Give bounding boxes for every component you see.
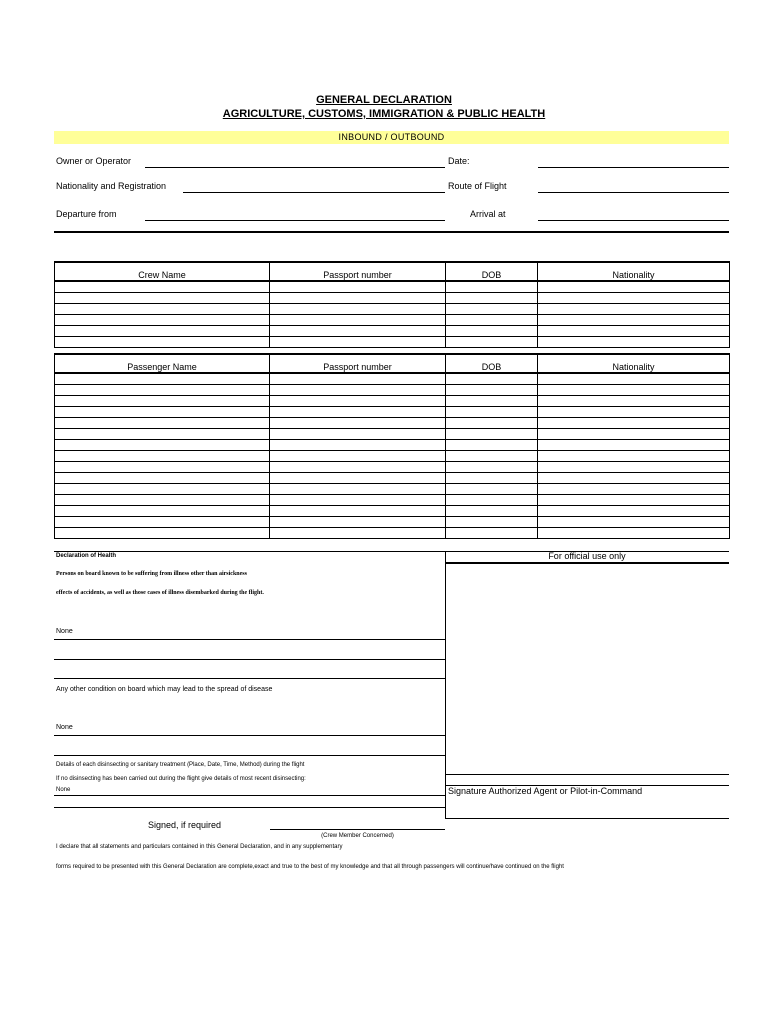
ill-answer-line-3[interactable] <box>54 678 445 679</box>
departure-label: Departure from <box>56 209 117 219</box>
date-label: Date: <box>448 156 470 166</box>
owner-field[interactable] <box>145 167 445 168</box>
passenger-passport-header: Passport number <box>270 354 446 373</box>
owner-label: Owner or Operator <box>56 156 132 166</box>
nationality-registration-field[interactable] <box>183 192 445 193</box>
direction-band: INBOUND / OUTBOUND <box>54 131 729 144</box>
table-row[interactable] <box>55 462 730 473</box>
none-ill-text: None <box>56 628 73 635</box>
table-row[interactable] <box>55 326 730 337</box>
passenger-table <box>54 353 730 539</box>
ill-answer-line-2[interactable] <box>54 659 445 660</box>
signature-field[interactable] <box>270 829 445 830</box>
table-row[interactable] <box>55 304 730 315</box>
form-subtitle: AGRICULTURE, CUSTOMS, IMMIGRATION & PUBLIC HEALTH <box>222 108 546 120</box>
ill-answer-line-1[interactable] <box>54 639 445 640</box>
table-row[interactable] <box>55 281 730 293</box>
none-condition-text: None <box>56 724 73 731</box>
signed-label: Signed, if required <box>148 820 222 830</box>
health-top-border <box>54 551 445 552</box>
crew-passport-header: Passport number <box>270 262 446 281</box>
health-heading: Declaration of Health <box>56 553 117 559</box>
signature-box-bottom <box>445 818 729 819</box>
table-row[interactable] <box>55 315 730 326</box>
crew-table <box>54 261 730 348</box>
departure-field[interactable] <box>145 220 445 221</box>
declaration-line1: I declare that all statements and particulars contained in this General Declaration, and in any supplementary <box>56 844 343 850</box>
table-row[interactable] <box>55 337 730 348</box>
crew-nationality-header: Nationality <box>538 262 730 281</box>
passenger-name-header: Passenger Name <box>55 354 270 373</box>
table-row[interactable] <box>55 528 730 539</box>
crew-dob-header: DOB <box>446 262 538 281</box>
date-field[interactable] <box>538 167 729 168</box>
persons-ill-line2: effects of accidents, as well as those cases of illness disembarked during the flight. <box>56 590 264 596</box>
official-box-bottom <box>445 774 729 775</box>
form-title: GENERAL DECLARATION <box>316 94 452 106</box>
table-row[interactable] <box>55 517 730 528</box>
table-row[interactable] <box>55 407 730 418</box>
table-row[interactable] <box>55 385 730 396</box>
table-row[interactable] <box>55 484 730 495</box>
arrival-field[interactable] <box>538 220 729 221</box>
table-row[interactable] <box>55 451 730 462</box>
section-vertical-divider <box>445 551 446 819</box>
official-heading-border <box>445 562 729 564</box>
passenger-nationality-header: Nationality <box>538 354 730 373</box>
disinsecting-answer-line-2[interactable] <box>54 807 445 808</box>
table-row[interactable] <box>55 495 730 506</box>
none-disinsecting-text: None <box>56 787 71 793</box>
table-row[interactable] <box>55 373 730 385</box>
route-label: Route of Flight <box>448 181 507 191</box>
persons-ill-line1: Persons on board known to be suffering from illness other than airsickness <box>56 571 247 577</box>
table-row[interactable] <box>55 293 730 304</box>
table-row[interactable] <box>55 396 730 407</box>
route-field[interactable] <box>538 192 729 193</box>
condition-answer-line-2[interactable] <box>54 755 445 756</box>
passenger-dob-header: DOB <box>446 354 538 373</box>
signature-agent-label: Signature Authorized Agent or Pilot-in-Command <box>448 786 643 796</box>
declaration-line2: forms required to be presented with this General Declaration are complete,exact and true to the best of my knowledge and that all through passengers will continue/have continued on the flight <box>56 864 564 870</box>
disinsecting-label: Details of each disinsecting or sanitary treatment (Place, Date, Time, Method) during the flight <box>56 762 305 768</box>
crew-member-caption: (Crew Member Concerned) <box>321 833 394 839</box>
table-row[interactable] <box>55 440 730 451</box>
table-row[interactable] <box>55 418 730 429</box>
table-row[interactable] <box>55 506 730 517</box>
nationality-registration-label: Nationality and Registration <box>56 181 167 191</box>
other-condition-label: Any other condition on board which may lead to the spread of disease <box>56 686 273 693</box>
table-row[interactable] <box>55 429 730 440</box>
official-use-heading: For official use only <box>548 551 626 561</box>
no-disinsecting-label: If no disinsecting has been carried out during the flight give details of most recent disinsecting: <box>56 776 306 782</box>
section-divider <box>54 231 729 233</box>
condition-answer-line-1[interactable] <box>54 735 445 736</box>
table-row[interactable] <box>55 473 730 484</box>
arrival-label: Arrival at <box>470 209 506 219</box>
disinsecting-answer-line-1[interactable] <box>54 795 445 796</box>
crew-name-header: Crew Name <box>55 262 270 281</box>
